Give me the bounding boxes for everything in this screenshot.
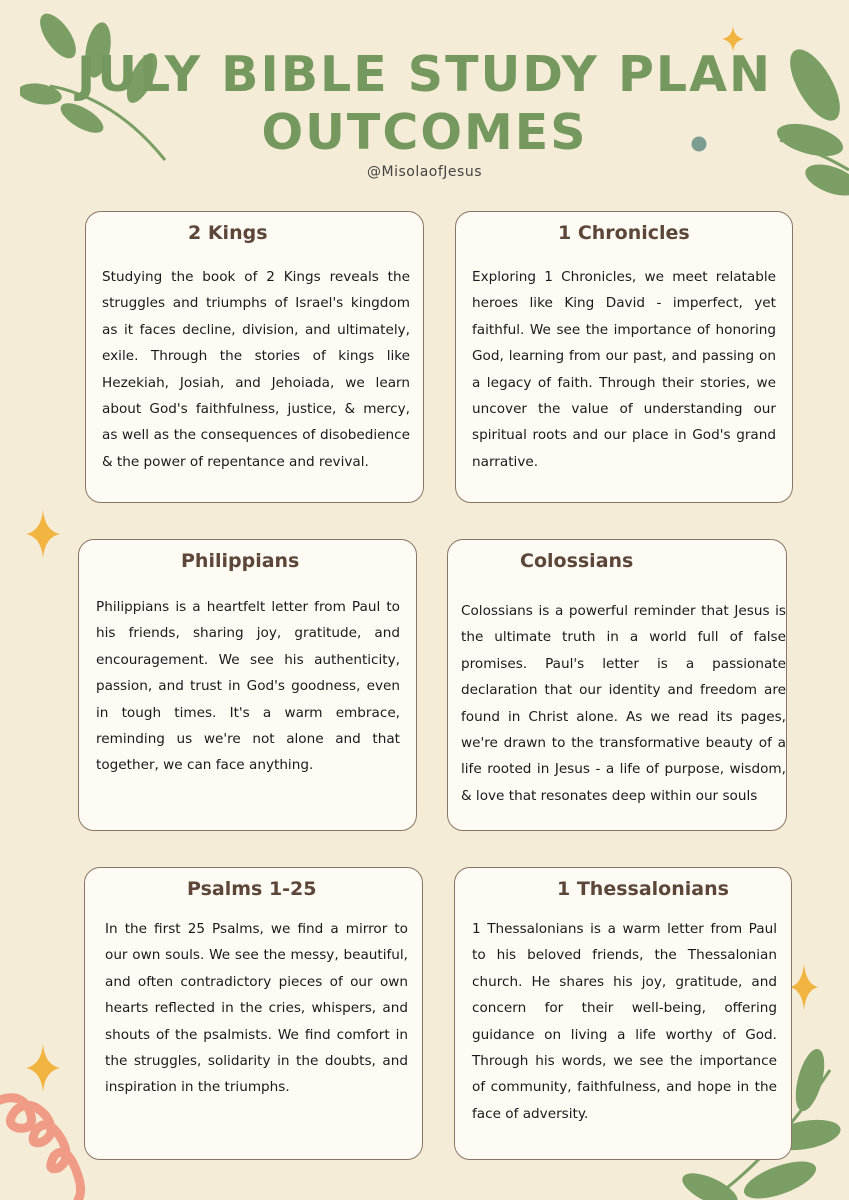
- study-card-1-chronicles: [455, 211, 793, 503]
- card-heading: 1 Chronicles: [558, 222, 690, 244]
- sparkle-icon: [26, 1044, 60, 1092]
- page-title-line-2: OUTCOMES: [261, 104, 588, 161]
- study-card-colossians: [447, 539, 787, 831]
- sparkle-icon: [790, 964, 818, 1010]
- card-heading: 1 Thessalonians: [557, 878, 729, 900]
- page-title-line-1: JULY BIBLE STUDY PLAN: [76, 46, 773, 103]
- card-heading: 2 Kings: [188, 222, 268, 244]
- study-card-1-thessalonians: [454, 867, 792, 1160]
- study-card-philippians: [78, 539, 417, 831]
- card-body: Exploring 1 Chronicles, we meet relatable heroes like King David - imperfect, yet faithful. We see the importance of honoring God, learning from our past, and passing on a legacy of faith. Through their stories, we uncover the value of understanding our spiritual roots and our place in God's grand narrative.: [472, 269, 776, 470]
- card-body: 1 Thessalonians is a warm letter from Paul to his beloved friends, the Thessalonian church. He shares his joy, gratitude, and concern for their well-being, offering guidance on living a life worthy of God. Through his words, we see the importance of community, faithfulness, and hope in the face of adversity.: [472, 921, 777, 1122]
- card-body: In the first 25 Psalms, we find a mirror to our own souls. We see the messy, beautiful, and often contradictory pieces of our own hearts reflected in the cries, whispers, and shouts of the psalmists. We find comfort in the struggles, solidarity in the doubts, and inspiration in the triumphs.: [105, 921, 408, 1096]
- study-card-psalms: [84, 867, 423, 1160]
- card-heading: Philippians: [181, 550, 300, 572]
- card-heading: Psalms 1-25: [187, 878, 317, 900]
- author-handle: @MisolaofJesus: [367, 164, 482, 180]
- card-heading: Colossians: [520, 550, 634, 572]
- study-card-2-kings: [85, 211, 424, 503]
- card-body: Colossians is a powerful reminder that Jesus is the ultimate truth in a world full of false promises. Paul's letter is a passionate declaration that our identity and freedom are found in Christ alone. As we read its pages, we're drawn to the transformative beauty of a life rooted in Jesus - a life of purpose, wisdom, & love that resonates deep within our souls: [461, 603, 786, 804]
- sparkle-icon: [26, 510, 60, 558]
- card-body: Philippians is a heartfelt letter from Paul to his friends, sharing joy, gratitude, and encouragement. We see his authenticity, passion, and trust in God's goodness, even in tough times. It's a warm embrace, reminding us we're not alone and that together, we can face anything.: [96, 599, 400, 774]
- card-body: Studying the book of 2 Kings reveals the struggles and triumphs of Israel's kingdom as it faces decline, division, and ultimately, exile. Through the stories of kings like Hezekiah, Josiah, and Jehoiada, we learn about God's faithfulness, justice, & mercy, as well as the consequences of disobedience & the power of repentance and revival.: [102, 269, 410, 470]
